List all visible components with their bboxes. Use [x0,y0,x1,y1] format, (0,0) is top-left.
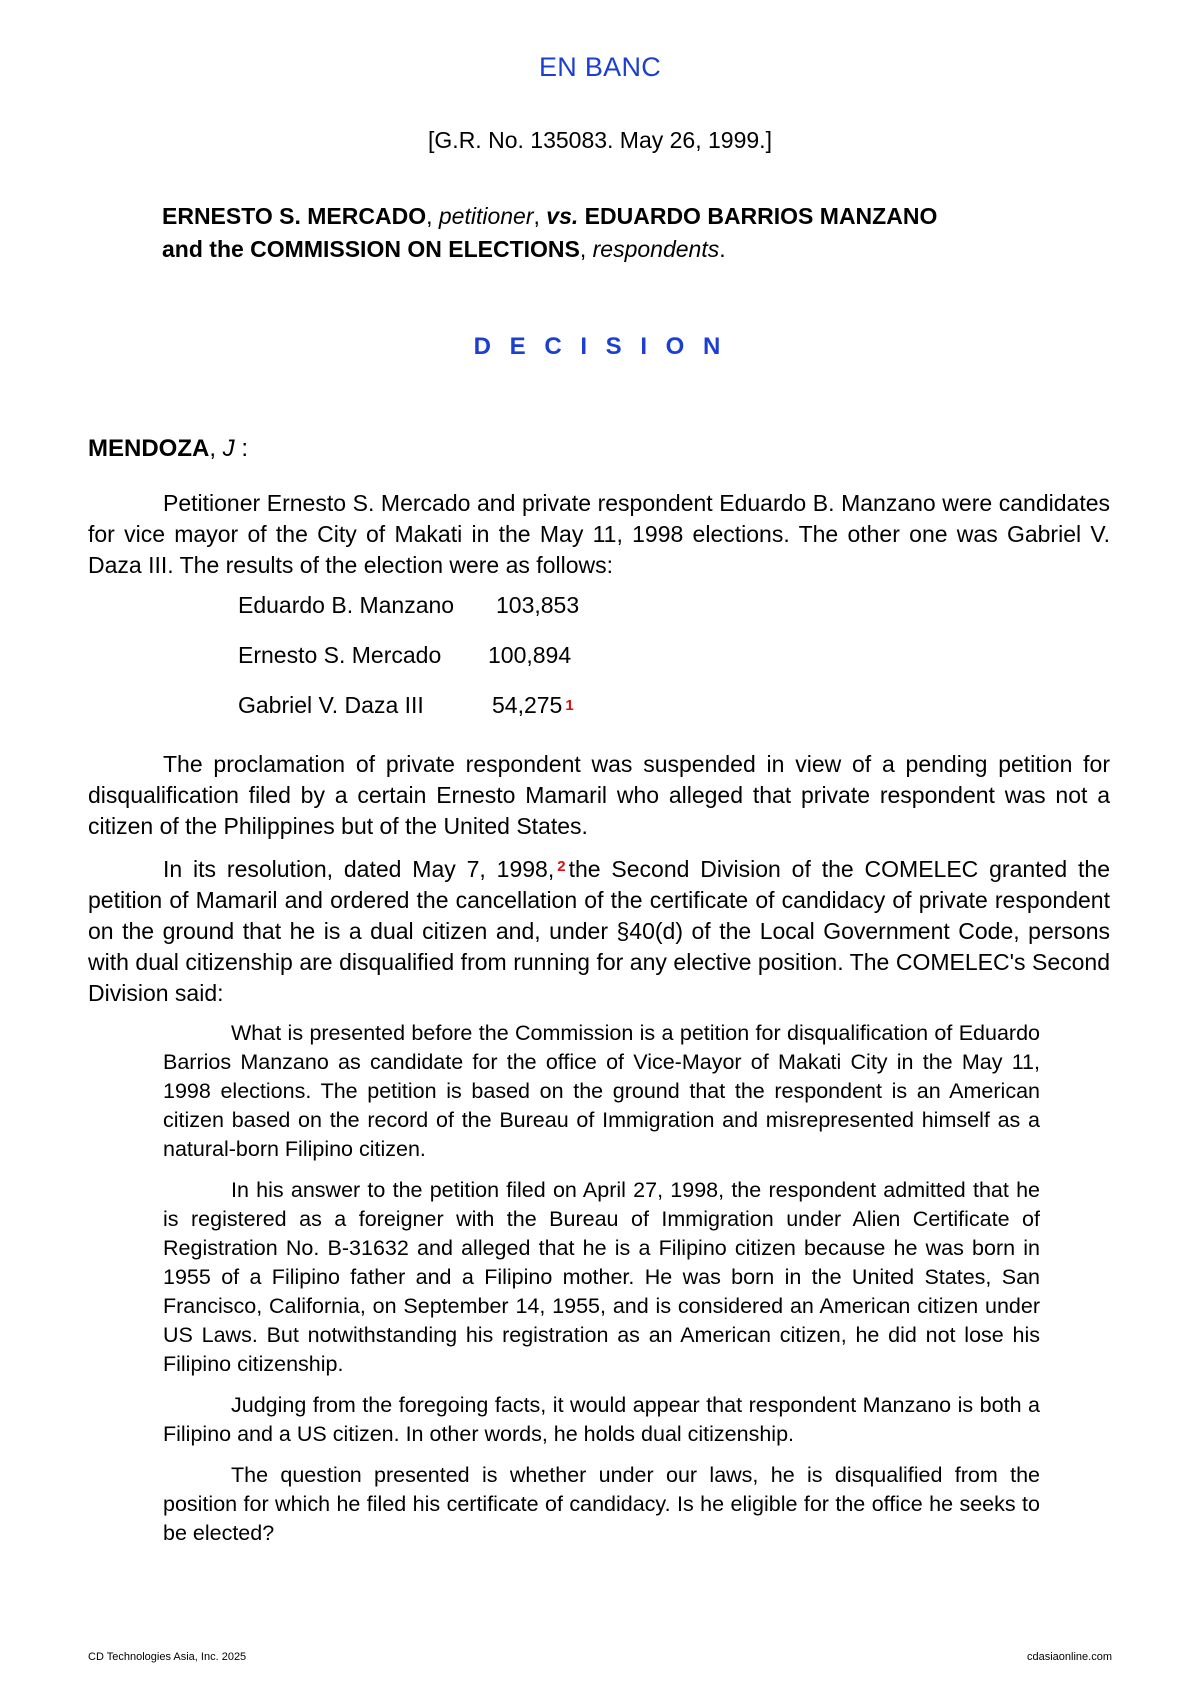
quote-paragraph-1: What is presented before the Commission is a petition for disqualification of Eduardo Barrios Manzano as candidate for the office of Vice-Mayor of Makati City in the May 11, 1998 elections. The petition is based on the ground that the respondent is an American citizen based on the record of the Bureau of Immigration and misrepresented himself as a natural-born Filipino citizen. [163,1021,1040,1161]
footer-copyright: CD Technologies Asia, Inc. 2025 [88,1651,247,1663]
respondent-role: respondents [592,236,720,262]
ponente-title: J [222,435,235,462]
footnote-link-1[interactable]: 1 [565,697,574,714]
result-row [238,640,1110,690]
result-row [238,590,1110,640]
paragraph-3 [88,851,1110,1009]
ponente: MENDOZA, J : [88,435,249,462]
quote-paragraph-2: In his answer to the petition filed on April 27, 1998, the respondent admitted that he is registered as a foreigner with the Bureau of Immigration under Alien Certificate of Registration No. B-31632 and alleged that he is a Filipino citizen because he was born in 1955 of a Filipino father and a Filipino mother. He was born in the United States, San Francisco, California, on September 14, 1955, and is considered an American citizen under US Laws. But notwithstanding his registration as an American citizen, he did not lose his Filipino citizenship. [163,1178,1040,1376]
election-results [238,590,1110,740]
footnote-link-2[interactable]: 2 [557,858,566,875]
case-number: [G.R. No. 135083. May 26, 1999.] [428,127,772,153]
candidate-votes: 100,894 [488,642,572,668]
result-row [238,690,1110,740]
paragraph-3-end: the Second Division of the COMELEC granted the petition of Mamaril and ordered the cancellation of the certificate of candidacy of private respondent on the ground that he is a dual citizen and, under §40(d) of the Local Government Code, persons with dual citizenship are disqualified from running for any elective position. The COMELEC's Second Division said: [88,856,1110,1006]
block-quote [163,1019,1040,1548]
candidate-name: Eduardo B. Manzano [238,592,455,618]
candidate-name: Ernesto S. Mercado [238,642,442,668]
case-parties: ERNESTO S. MERCADO, petitioner, vs. EDUARDO BARRIOS MANZANO and the COMMISSION ON ELECTIONS, respondents. [162,203,938,262]
decision-body [88,488,1110,1560]
respondent-name-2: COMMISSION ON ELECTIONS [250,236,580,262]
footer-site-link[interactable]: cdasiaonline.com [1027,1651,1112,1663]
paragraph-2: The proclamation of private respondent was suspended in view of a pending petition for disqualification filed by a certain Ernesto Mamaril who alleged that private respondent was not a citizen of the Philippines but of the United States. [88,751,1110,839]
petitioner-role: petitioner [438,203,534,229]
quote-paragraph-3: Judging from the foregoing facts, it would appear that respondent Manzano is both a Filipino and a US citizen. In other words, he holds dual citizenship. [163,1393,1040,1446]
petitioner-name: ERNESTO S. MERCADO [162,203,427,229]
candidate-name: Gabriel V. Daza III [238,692,424,718]
respondent-name-1: EDUARDO BARRIOS MANZANO [584,203,938,229]
quote-paragraph-4: The question presented is whether under our laws, he is disqualified from the position for which he filed his certificate of candidacy. Is he eligible for the office he seeks to be elected? [163,1463,1040,1545]
court-division-heading: EN BANC [538,52,662,82]
and-the-label: and the [162,236,244,262]
ponente-name: MENDOZA [88,435,210,462]
versus-label: vs. [546,203,579,229]
candidate-votes: 103,853 [496,592,580,618]
paragraph-3-start: In its resolution, dated May 7, 1998, [163,856,555,882]
decision-heading: D E C I S I O N [473,333,727,360]
paragraph-1: Petitioner Ernesto S. Mercado and private respondent Eduardo B. Manzano were candidates for vice mayor of the City of Makati in the May 11, 1998 elections. The other one was Gabriel V. Daza III. The results of the election were as follows: [88,490,1110,578]
candidate-votes: 54,275 [492,692,563,718]
